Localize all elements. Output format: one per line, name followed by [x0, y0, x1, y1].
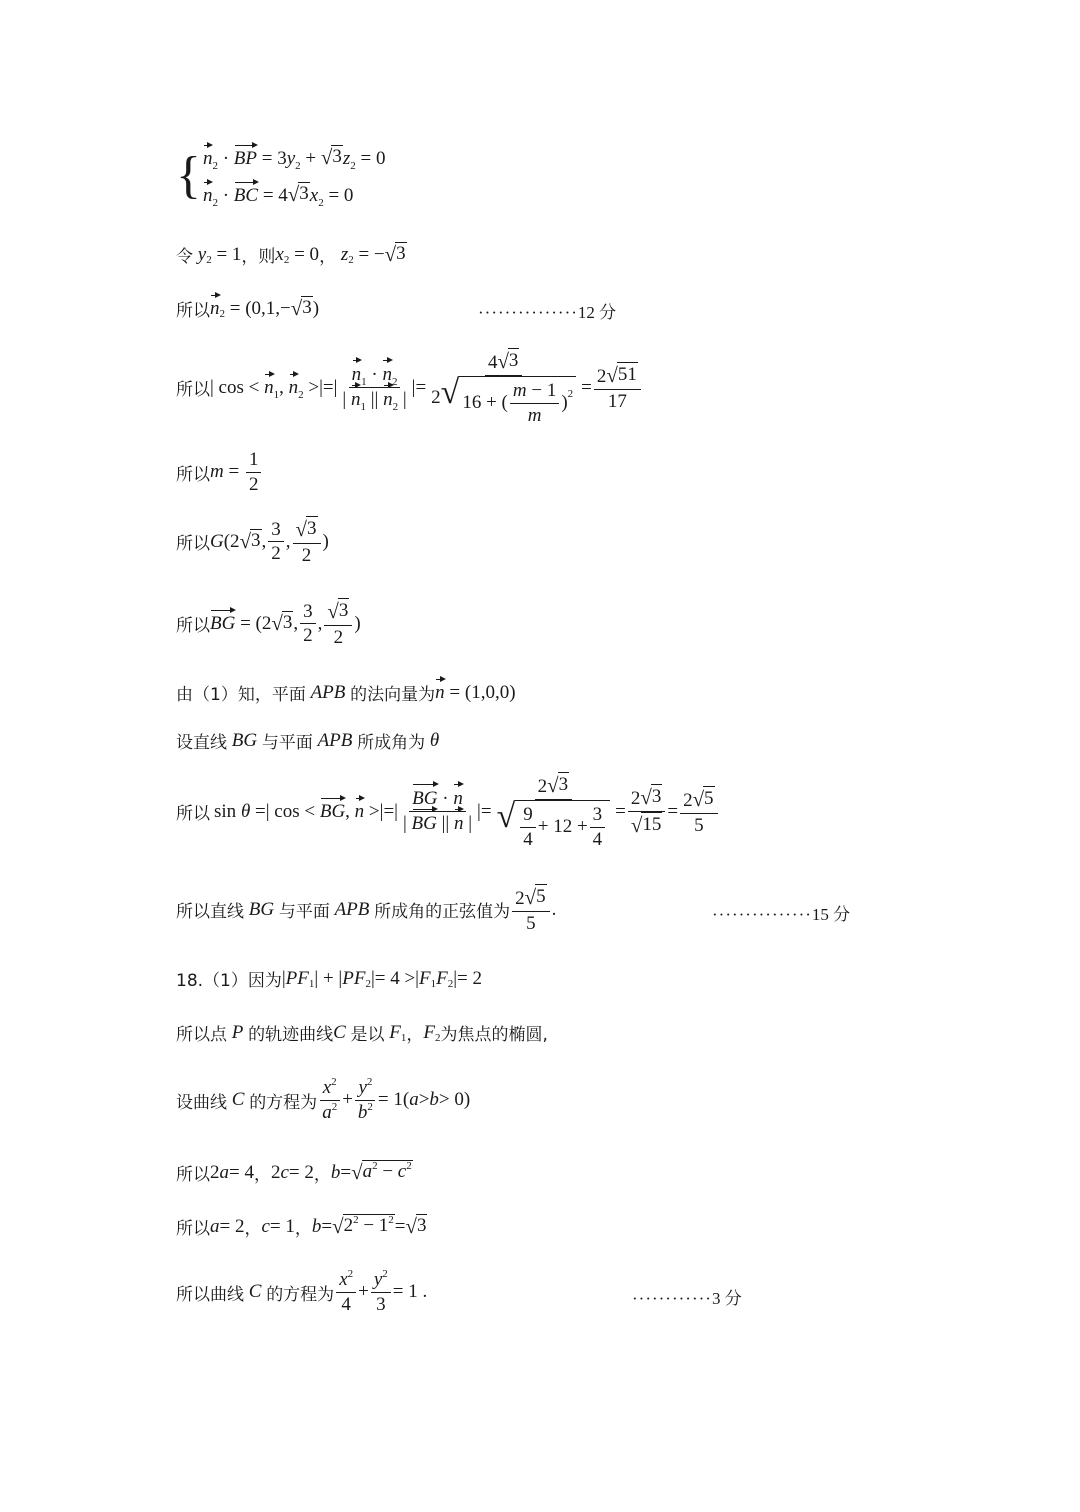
params-line-1: 所以 2 a = 4 ， 2 c = 2 ， b = √ $a^2 - c^2$	[176, 1160, 412, 1185]
ellipse-equation-general: 设曲线 C 的方程为 $\frac{x^2}{a^2}$ + $\frac{y^2}{b^2}$ = 1( a > b > 0)	[176, 1076, 471, 1123]
score-15: ···············15 分	[712, 905, 851, 924]
score-3: ············3 分	[632, 1289, 742, 1308]
sin-formula: 所以 sin θ =| cos < BG, n >|=| $\frac{BG \cdot n}{| BG || n |}$ |= 2 √ 3 √ $\frac{9}{4}$ + 12 + $\frac{3}{4}$ = 2 √ 3 √ 15 = 2 √ 5 5	[176, 772, 720, 851]
m-value: 所以 m = $\frac{1}{2}$	[176, 448, 263, 497]
bg-vector: 所以 BG = (2 √ 3 , $\frac{3}{2}$ , √ 3 2 )	[176, 599, 361, 648]
sine-result: 所以直线 BG 与平面 APB 所成角的正弦值为 2 √ 5 5 .	[176, 885, 557, 934]
n2-result: 所以 n 2 = (0,1,− √ 3 )	[176, 296, 320, 321]
brace-icon: {	[176, 147, 201, 205]
ellipse-equation-final: 所以曲线 C 的方程为 $\frac{x^2}{4}$ + $\frac{y^2}{3}$ = 1 .	[176, 1268, 428, 1315]
cos-formula: 所以 | $\cos < n_1$, $n_2$ >|=| $\frac{n_1 \cdot n_2}{| n_1 || n_2 |}$ |= 4 √ 3 2 √ 16 + ( $\frac{m - 1}{m}$ ) 2 = 2 √ 51 17	[176, 348, 643, 427]
score-12: ···············12 分	[478, 303, 617, 322]
g-coords: 所以 G (2 √ 3 , $\frac{3}{2}$ , √ 3 2 )	[176, 517, 329, 566]
equation-system: { $n_2$ · BP = $3y_2$ + √ 3 $z_2 = 0$ $n_2$ · BC = 4 √ 3 $x_2 = 0$	[176, 145, 386, 209]
normal-vector-line: 由（1）知，平面 APB 的法向量为 n = (1,0,0)	[176, 681, 516, 705]
angle-def-line: 设直线 BG 与平面 APB 所成角为 θ	[176, 729, 440, 753]
let-line: 令 y 2 = 1 ，则 x 2 = 0 ， z 2 = − √ 3	[176, 242, 406, 267]
ellipse-def: 所以点 P 的轨迹曲线 C 是以 F 1 ， F 2 为焦点的椭圆,	[176, 1021, 548, 1045]
params-line-2: 所以 a = 2 ， c = 1 ， b = √ $2^2 - 1^2$ = √ 3	[176, 1214, 427, 1239]
q18-line: 18.（1）因为 | PF 1 | + | PF 2 |= 4 >| F 1 F 2 |= 2	[176, 967, 482, 991]
